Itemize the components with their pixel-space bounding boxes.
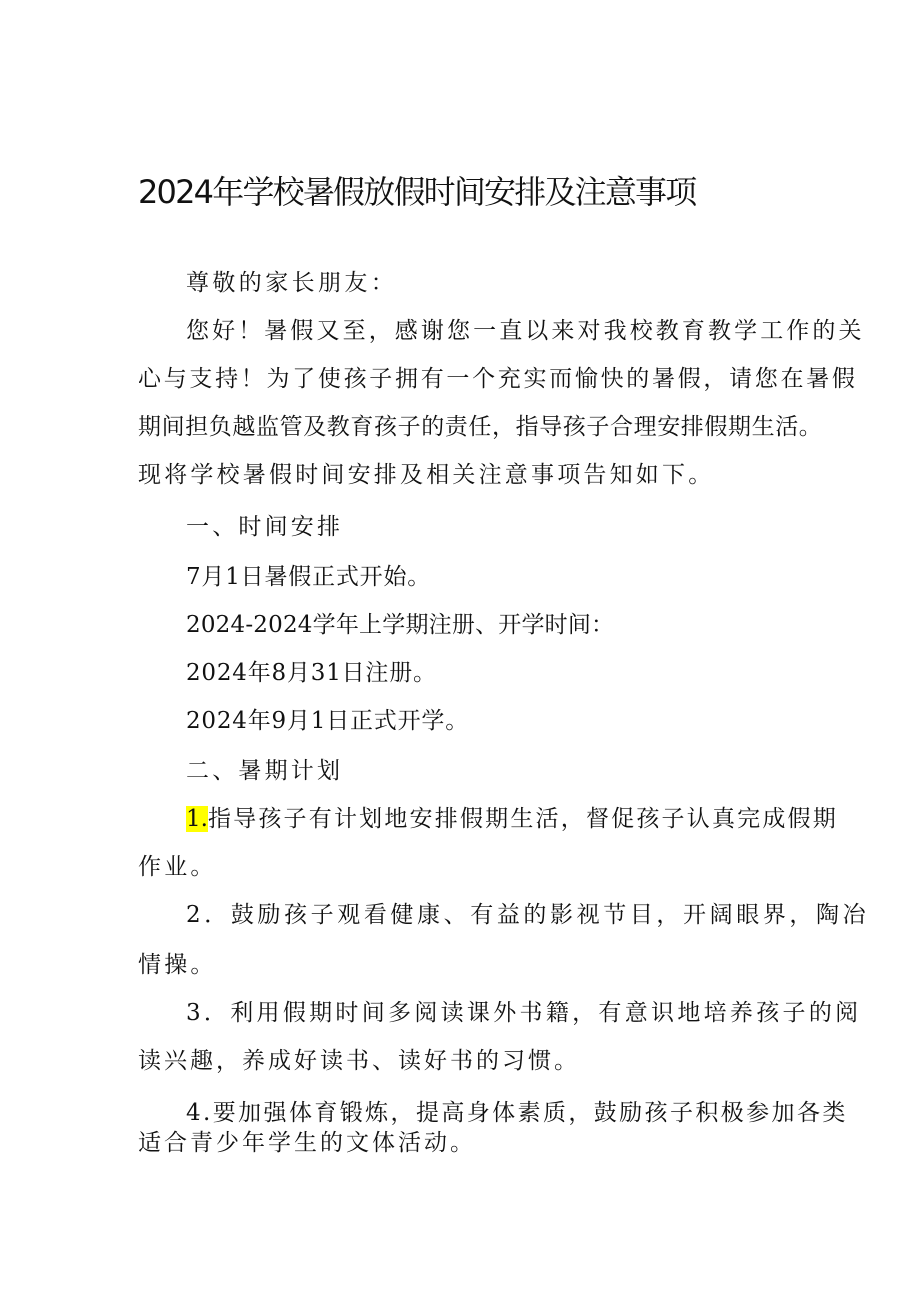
plan-item-4-line-2: 适合青少年学生的文体活动。: [138, 1130, 476, 1156]
page-title: 2024年学校暑假放假时间安排及注意事项: [138, 173, 696, 211]
plan-item-1-line-1: [186, 802, 838, 836]
schedule-line-2: 2024-2024学年上学期注册、开学时间：: [186, 612, 615, 638]
section-heading-schedule: 一、时间安排: [186, 514, 344, 540]
plan-item-4-line-1: 4.要加强体育锻炼，提高身体素质，鼓励孩子积极参加各类: [186, 1100, 848, 1126]
plan-item-3-line-1: 3．利用假期时间多阅读课外书籍，有意识地培养孩子的阅: [186, 1000, 862, 1026]
plan-item-3-line-2: 读兴趣，养成好读书、读好书的习惯。: [138, 1048, 580, 1074]
intro-line-3: 期间担负越监管及教育孩子的责任，指导孩子合理安排假期生活。: [138, 414, 823, 440]
intro-line-4: 现将学校暑假时间安排及相关注意事项告知如下。: [138, 462, 715, 488]
intro-line-2: 心与支持！为了使孩子拥有一个充实而愉快的暑假，请您在暑假: [138, 366, 858, 392]
plan-item-2-line-2: 情操。: [138, 952, 217, 978]
schedule-line-4: 2024年9月1日正式开学。: [186, 708, 469, 734]
greeting: 尊敬的家长朋友：: [186, 270, 398, 296]
plan-item-2-line-1: 2．鼓励孩子观看健康、有益的影视节目，开阔眼界，陶冶: [186, 902, 870, 928]
plan-item-1-line-2: 作业。: [138, 854, 217, 880]
intro-line-1: 您好！暑假又至，感谢您一直以来对我校教育教学工作的关: [186, 318, 865, 344]
plan-item-1-text: 指导孩子有计划地安排假期生活，督促孩子认真完成假期: [207, 806, 838, 832]
section-heading-plan: 二、暑期计划: [186, 758, 344, 784]
schedule-line-3: 2024年8月31日注册。: [186, 660, 437, 686]
highlighted-item-number: 1.: [186, 806, 208, 832]
schedule-line-1: 7月1日暑假正式开始。: [186, 564, 432, 590]
